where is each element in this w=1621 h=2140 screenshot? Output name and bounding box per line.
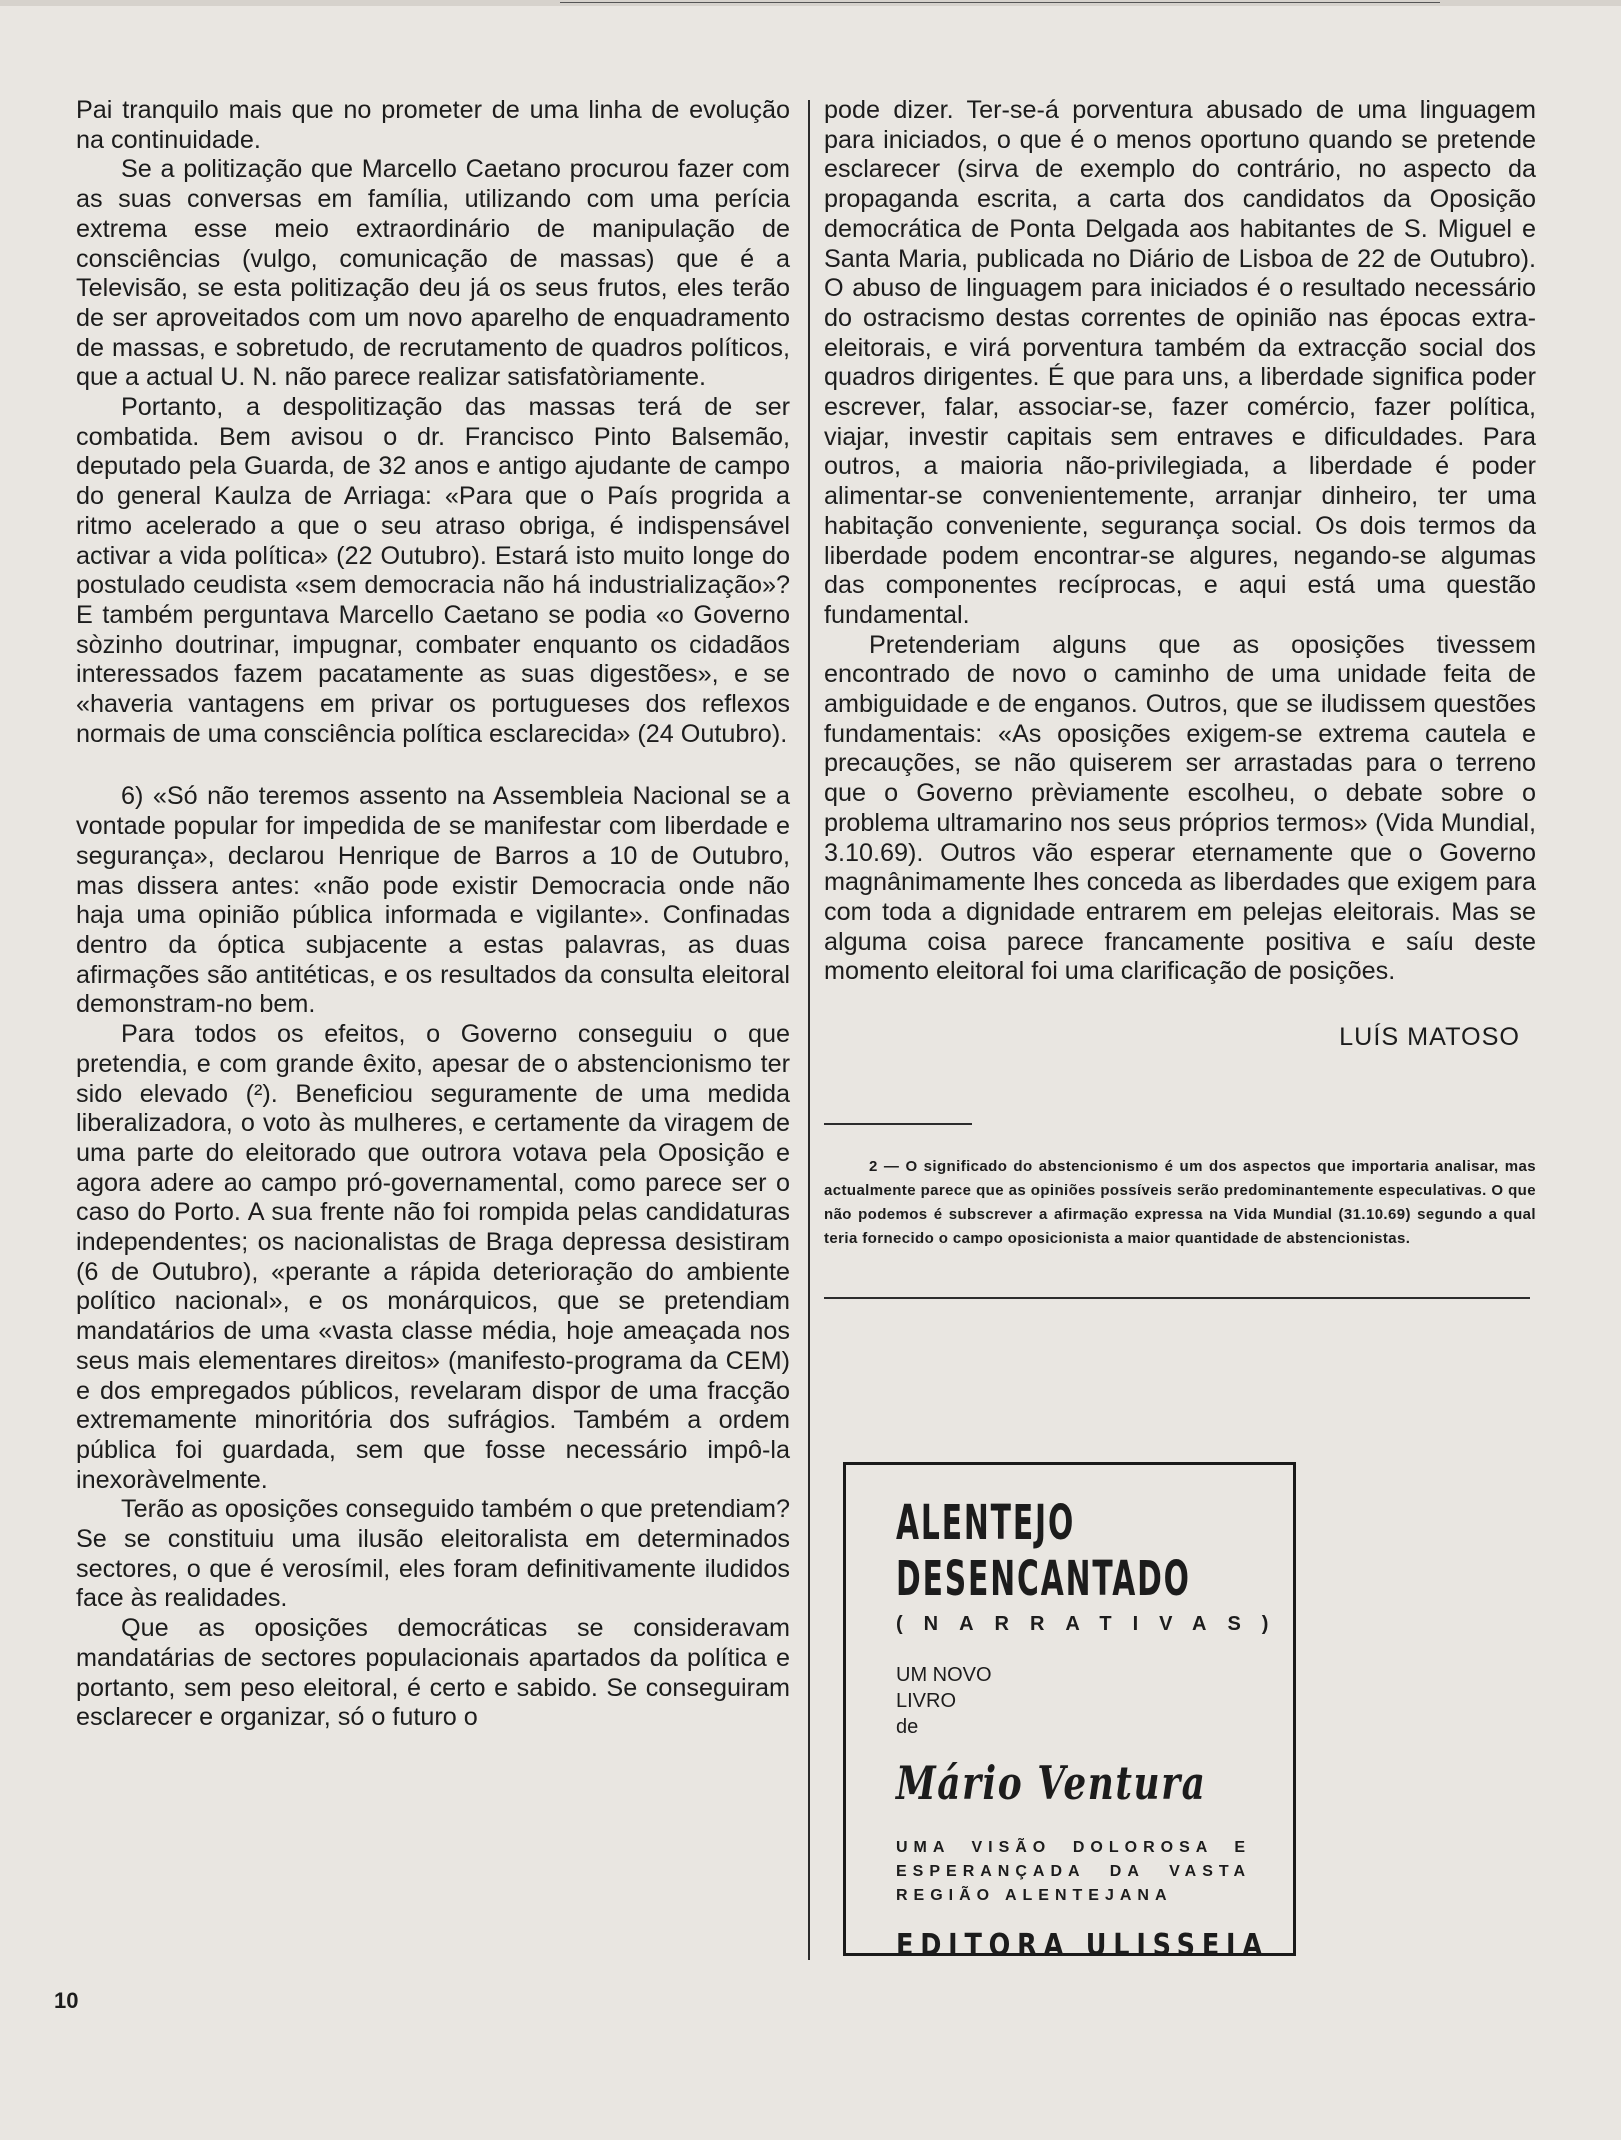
footnote-divider — [824, 1123, 972, 1125]
column-divider — [808, 100, 810, 1960]
ad-intro — [896, 1662, 1293, 1740]
section-divider — [824, 1297, 1530, 1299]
ad-publisher: EDITORA ULISSEIA — [896, 1928, 1269, 1963]
right-column — [824, 96, 1536, 1299]
ad-author: Mário Ventura — [896, 1756, 1207, 1810]
paragraph: Terão as oposições conseguido também o que pretendiam? Se se constituiu uma ilusão eleitoralista em determinados sectores, o que é verosímil, eles foram definitivamente iludidos face às realidades. — [76, 1495, 790, 1613]
paragraph: 6) «Só não teremos assento na Assembleia Nacional se a vontade popular for impedida de se manifestar com liberdade e segurança», declarou Henrique de Barros a 10 de Outubro, mas dissera antes: «não pode existir Democracia onde não haja uma opinião pública informada e vigilante». Confinadas dentro da óptica subjacente a estas palavras, as duas afirmações são antitéticas, e os resultados da consulta eleitoral demonstram-no bem. — [76, 782, 790, 1019]
paragraph: Que as oposições democráticas se consideravam mandatárias de sectores populacionais apartados da política e portanto, sem peso eleitoral, é certo e sabido. Se conseguiram esclarecer e organizar, só o futuro o — [76, 1614, 790, 1732]
paragraph: Portanto, a despolitização das massas terá de ser combatida. Bem avisou o dr. Francisco Pinto Balsemão, deputado pela Guarda, de 32 anos e antigo ajudante de campo do general Kaulza de Arriaga: «Para que o País progrida a ritmo acelerado a que o seu atraso obriga, é indispensável activar a vida política» (22 Outubro). Estará isto muito longe do postulado ceudista «sem democracia não há industrialização»? E também perguntava Marcello Caetano se podia «o Governo sòzinho doutrinar, impugnar, combater enquanto os cidadãos interessados fazem pacatamente as suas digestões», e se «haveria vantagens em privar os portugueses dos reflexos normais de uma consciência política esclarecida» (24 Outubro). — [76, 393, 790, 748]
left-column — [76, 96, 790, 1733]
ad-title-line1: ALENTEJO — [896, 1495, 1076, 1551]
footnote: 2 — O significado do abstencionismo é um dos aspectos que importaria analisar, mas actualmente parece que as opiniões possíveis serão predominantemente especulativas. O que não podemos é subscrever a afirmação expressa na Vida Mundial (31.10.69) segundo a qual teria fornecido o campo oposicionista a maior quantidade de abstencionistas. — [824, 1157, 1536, 1247]
ad-intro-line: UM NOVO — [896, 1664, 992, 1686]
ad-subtitle: (NARRATIVAS) — [896, 1613, 1290, 1635]
book-advertisement — [843, 1462, 1296, 1963]
paragraph: pode dizer. Ter-se-á porventura abusado de uma linguagem para iniciados, o que é o menos oportuno quando se pretende esclarecer (sirva de exemplo do contrário, no aspecto da propaganda escrita, a carta dos candidatos da Oposição democrática de Ponta Delgada aos habitantes de S. Miguel e Santa Maria, publicada no Diário de Lisboa de 22 de Outubro). O abuso de linguagem para iniciados é o resultado necessário do ostracismo destas correntes de opinião nas épocas extra-eleitorais, e virá porventura também da extracção social dos quadros dirigentes. É que para uns, a liberdade significa poder escrever, falar, associar-se, fazer comércio, fazer política, viajar, investir capitais sem entraves e dificuldades. Para outros, a maioria não-privilegiada, a liberdade é poder alimentar-se convenientemente, arranjar dinheiro, ter uma habitação conveniente, segurança social. Os dois termos da liberdade podem encontrar-se algures, negando-se algumas das componentes recíprocas, e aqui está uma questão fundamental. — [824, 96, 1536, 629]
ad-intro-line: de — [896, 1716, 919, 1738]
ad-tagline: UMA VISÃO DOLOROSA E ESPERANÇADA DA VASTA REGIÃO ALENTEJANA — [896, 1839, 1251, 1904]
paragraph: Para todos os efeitos, o Governo conseguiu o que pretendia, e com grande êxito, apesar de o abstencionismo ter sido elevado (²). Beneficiou seguramente de uma medida liberalizadora, o voto às mulheres, e certamente da viragem de uma parte do eleitorado que outrora votava pela Oposição e agora adere ao campo pró-governamental, como parece ser o caso do Porto. A sua frente não foi rompida pelas candidaturas independentes; os nacionalistas de Braga depressa desistiram (6 de Outubro), «perante a rápida deterioração do ambiente político nacional», e os monárquicos, que se pretendiam mandatários de uma «vasta classe média, hoje ameaçada nos seus mais elementares direitos» (manifesto-programa da CEM) e dos empregados públicos, revelaram dispor de uma fracção extremamente minoritória dos sufrágios. Também a ordem pública foi guardada, sem que fosse necessário impô-la inexoràvelmente. — [76, 1020, 790, 1494]
ad-title-line2: DESENCANTADO — [896, 1551, 1191, 1607]
page-number: 10 — [54, 1988, 79, 2013]
paragraph: Pai tranquilo mais que no prometer de uma linha de evolução na continuidade. — [76, 96, 790, 154]
paragraph: Se a politização que Marcello Caetano procurou fazer com as suas conversas em família, utilizando com uma perícia extrema esse meio extraordinário de manipulação de consciências (vulgo, comunicação de massas) que é a Televisão, se esta politização deu já os seus frutos, eles terão de ser aproveitados com um novo aparelho de enquadramento de massas, e sobretudo, de recrutamento de quadros políticos, que a actual U. N. não parece realizar satisfatòriamente. — [76, 155, 790, 392]
paragraph: Pretenderiam alguns que as oposições tivessem encontrado de novo o caminho de uma unidade feita de ambiguidade e de enganos. Outros, que se iludissem questões fundamentais: «As oposições exigem-se extrema cautela e precauções, se não quiserem ser arrastadas para o terreno que o Governo prèviamente escolheu, o debate sobre o problema ultramarino nos seus próprios termos» (Vida Mundial, 3.10.69). Outros vão esperar eternamente que o Governo magnânimamente lhes conceda as liberdades que exigem para com toda a dignidade entrarem em pelejas eleitorais. Mas se alguma coisa parece francamente positiva e saíu deste momento eleitoral foi uma clarificação de posições. — [824, 630, 1536, 986]
author-byline: LUÍS MATOSO — [1339, 1023, 1520, 1052]
ad-intro-line: LIVRO — [896, 1690, 957, 1712]
page-top-edge — [0, 0, 1621, 6]
